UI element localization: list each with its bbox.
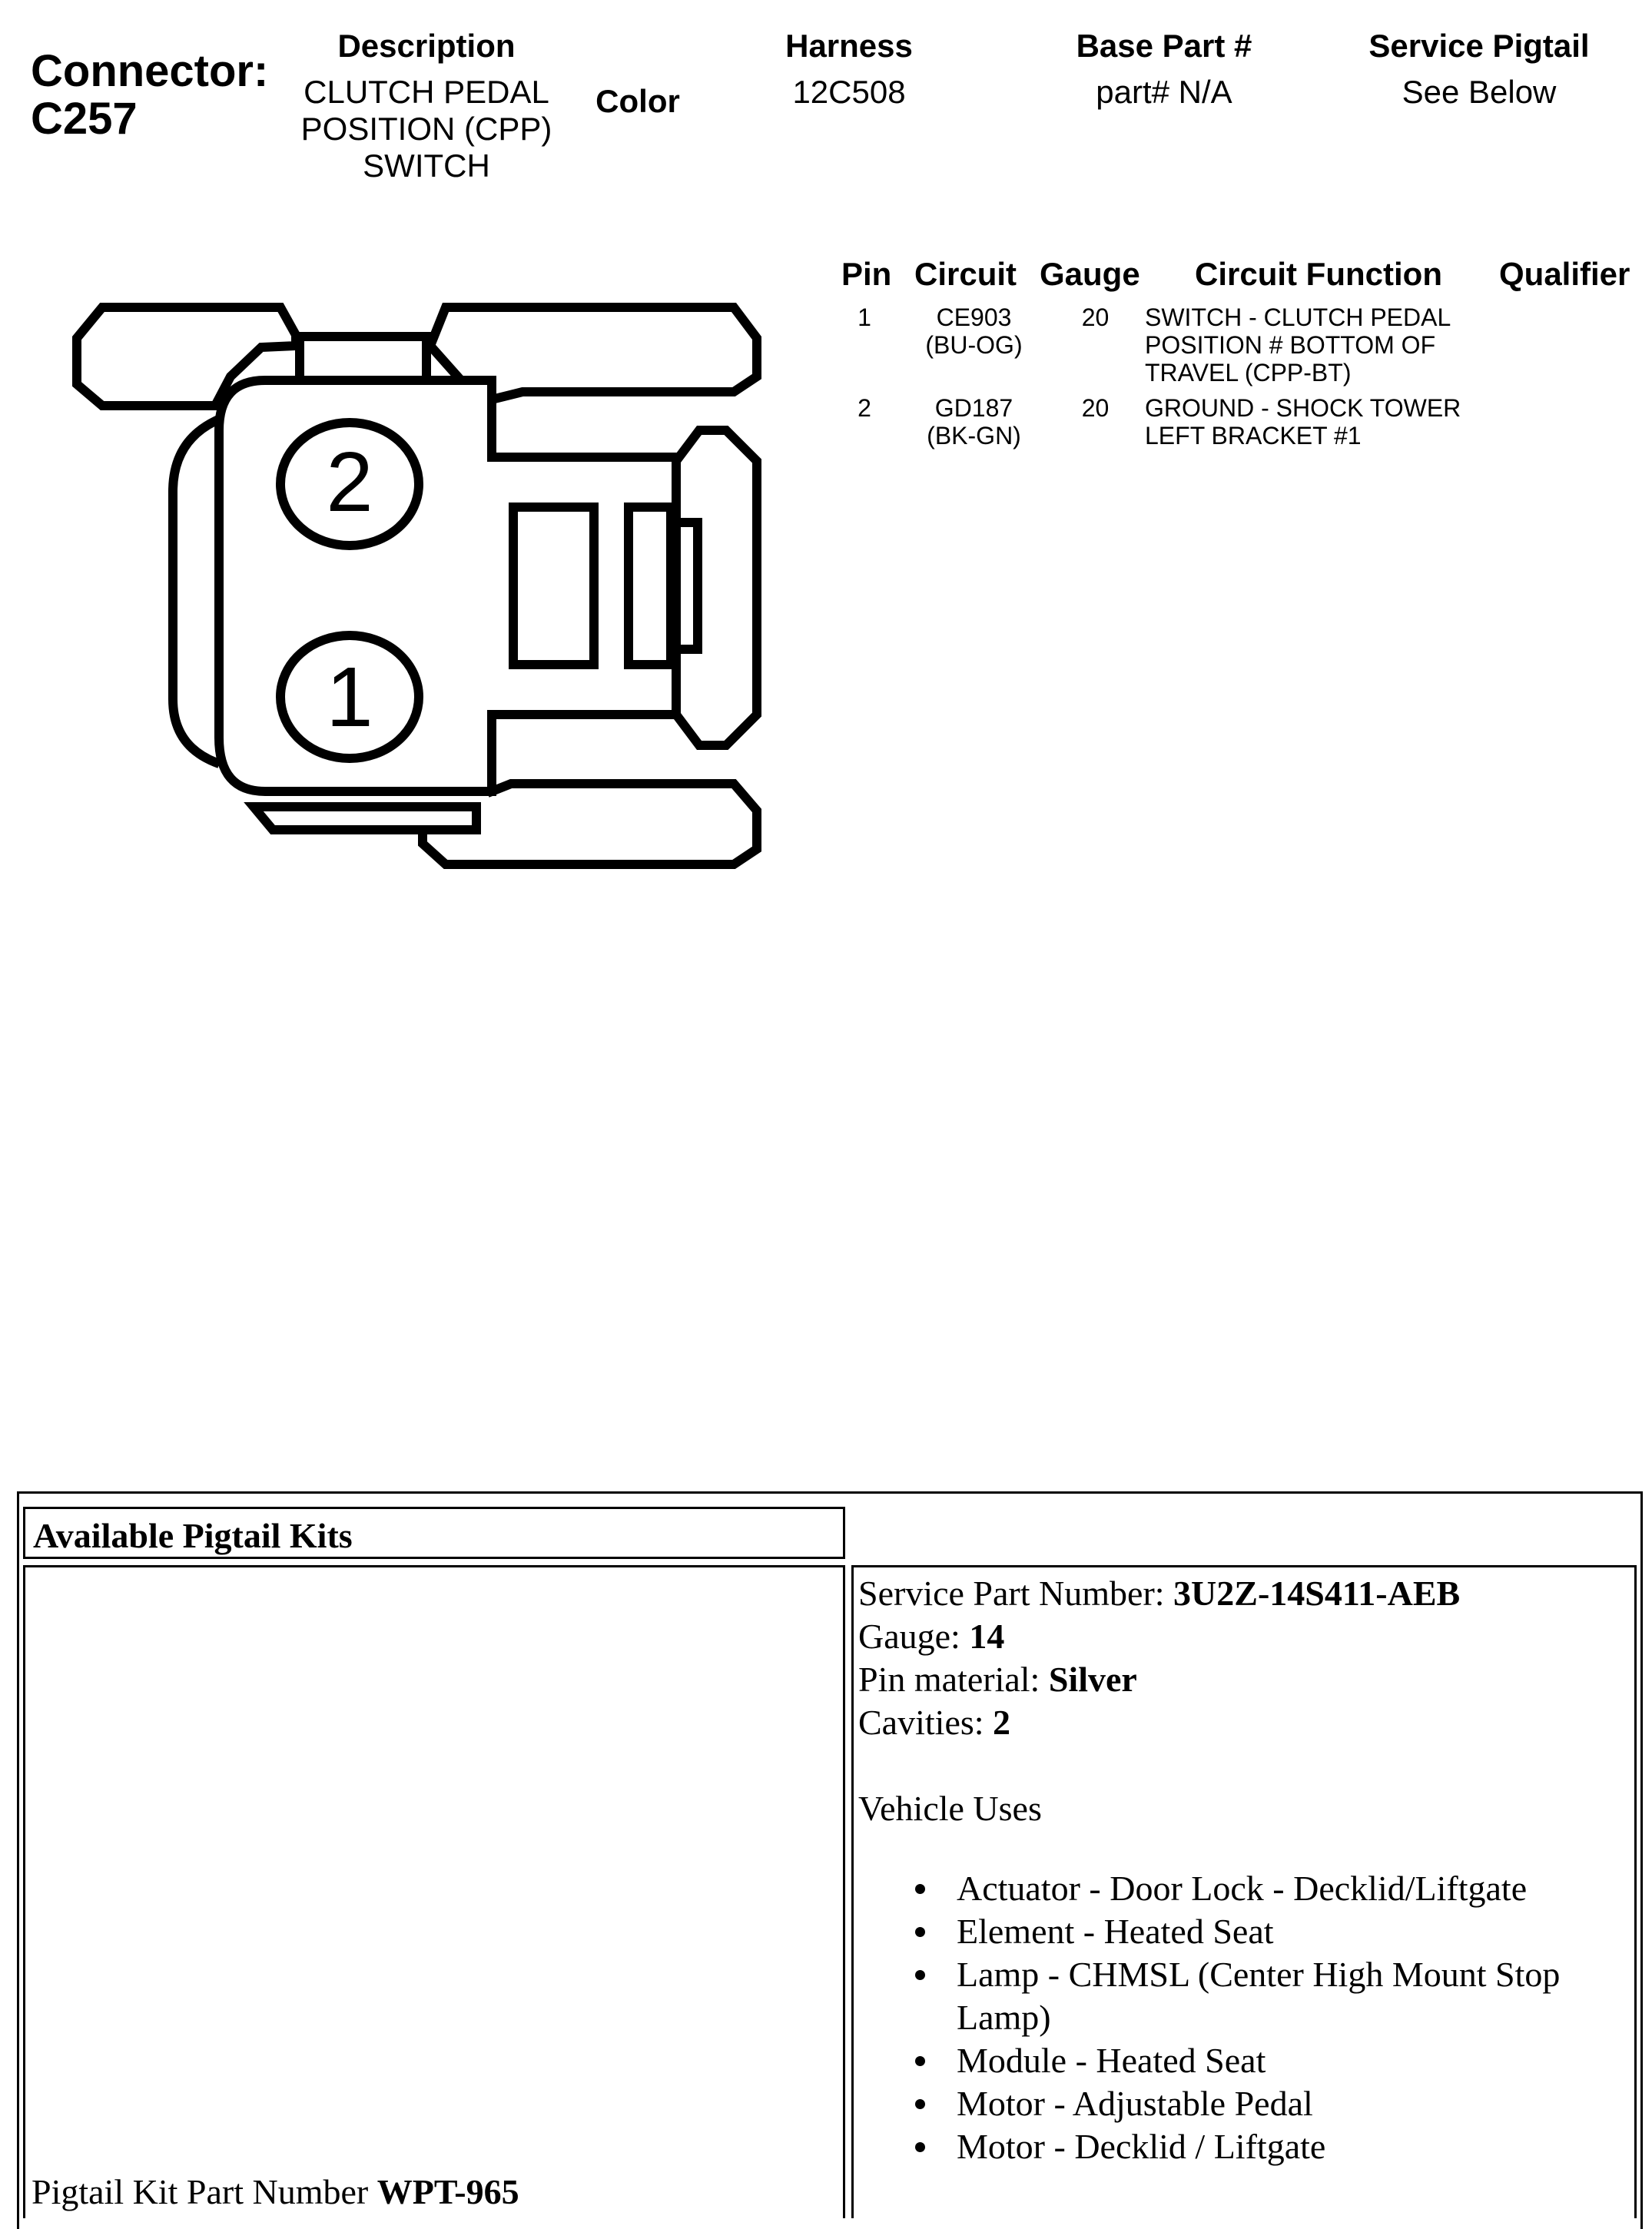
base-part-value: part# N/A: [1096, 74, 1232, 110]
cavities-label: Cavities:: [858, 1703, 984, 1742]
pin-header: Pin: [841, 256, 892, 292]
row-1-pin: 1: [858, 304, 871, 331]
row-2-gauge: 20: [1081, 394, 1110, 422]
vehicle-use-text: Module - Heated Seat: [957, 2041, 1266, 2080]
pigtail-kit-number-label: Pigtail Kit Part Number: [32, 2172, 369, 2211]
bullet-icon: [915, 2056, 925, 2066]
shroud-left: [173, 421, 215, 762]
list-item: [854, 2082, 1607, 2125]
cavities-value: 2: [993, 1703, 1011, 1742]
service-pigtail-value: See Below: [1402, 74, 1557, 110]
pin-label-1: 1: [326, 650, 373, 745]
row-1-gauge: 20: [1081, 304, 1110, 331]
pin-label-2: 2: [326, 435, 373, 529]
row-2-function: [1145, 394, 1461, 449]
row-1-function-line: POSITION # BOTTOM OF: [1145, 331, 1436, 359]
vehicle-use-text: Motor - Decklid / Liftgate: [957, 2127, 1326, 2166]
latch-bridge-top: [296, 337, 426, 380]
connector-id: C257: [31, 94, 138, 144]
list-item: [854, 1867, 1607, 1910]
vehicle-use-text: Element - Heated Seat: [957, 1912, 1274, 1951]
gauge-spec-value: 14: [969, 1617, 1005, 1656]
row-1-circuit-color: (BU-OG): [925, 331, 1023, 359]
gauge-header: Gauge: [1040, 256, 1140, 292]
key-slot-inner: [671, 522, 698, 649]
harness-value: 12C508: [792, 74, 906, 110]
row-2-function-line: LEFT BRACKET #1: [1145, 422, 1362, 449]
vehicle-use-text: Actuator - Door Lock - Decklid/Liftgate: [957, 1869, 1528, 1908]
cavities-spec: [858, 1701, 1010, 1744]
description-line: SWITCH: [363, 148, 490, 184]
pigtail-kits-title: Available Pigtail Kits: [33, 1516, 353, 1555]
row-1-circuit: [907, 304, 1041, 359]
qualifier-header: Qualifier: [1499, 256, 1630, 292]
pin-material-spec: [858, 1658, 1137, 1701]
vehicle-use-text: Lamp - CHMSL (Center High Mount Stop Lamp): [957, 1955, 1561, 2037]
row-2-circuit-id: GD187: [934, 394, 1013, 422]
service-part-number-value: 3U2Z-14S411-AEB: [1173, 1574, 1461, 1613]
gauge-spec-label: Gauge:: [858, 1617, 960, 1656]
vehicle-use-text: Motor - Adjustable Pedal: [957, 2084, 1313, 2123]
color-label: Color: [595, 83, 680, 119]
bullet-icon: [915, 2099, 925, 2109]
row-2-pin: 2: [858, 394, 871, 422]
pigtail-kit-number: [32, 2172, 519, 2212]
list-item: [854, 1910, 1607, 1953]
key-slot-left: [513, 507, 594, 665]
description-label: Description: [337, 28, 516, 64]
row-1-function-line: TRAVEL (CPP-BT): [1145, 359, 1352, 386]
connector-title: [31, 48, 268, 143]
pin-material-label: Pin material:: [858, 1660, 1040, 1699]
key-slot-right: [629, 507, 671, 665]
harness-label: Harness: [785, 28, 913, 64]
description-line: POSITION (CPP): [300, 111, 552, 147]
latch-tab-top-right: [430, 307, 757, 400]
bullet-icon: [915, 1884, 925, 1894]
pigtail-kit-number-value: WPT-965: [377, 2172, 519, 2211]
vehicle-uses-list: [854, 1867, 1607, 2168]
connector-label: Connector:: [31, 46, 269, 96]
latch-rail-right: [676, 430, 757, 745]
bullet-icon: [915, 2142, 925, 2152]
latch-tab-bottom-left: [254, 807, 476, 830]
row-1-circuit-id: CE903: [936, 304, 1012, 331]
row-1-function: [1145, 304, 1451, 386]
row-2-circuit: [907, 394, 1041, 449]
connector-face-diagram: [0, 284, 807, 899]
description-line: CLUTCH PEDAL: [304, 74, 549, 110]
pin-material-value: Silver: [1048, 1660, 1137, 1699]
list-item: [854, 2039, 1607, 2082]
service-part-number-label: Service Part Number:: [858, 1574, 1165, 1613]
pigtail-kit-image-cell: [23, 1565, 845, 2218]
row-2-function-line: GROUND - SHOCK TOWER: [1145, 394, 1461, 422]
service-pigtail-label: Service Pigtail: [1368, 28, 1590, 64]
vehicle-uses-label: Vehicle Uses: [858, 1789, 1042, 1828]
circuit-header: Circuit: [914, 256, 1017, 292]
list-item: [854, 2125, 1607, 2168]
base-part-label: Base Part #: [1076, 28, 1252, 64]
service-part-number: [858, 1572, 1460, 1615]
circuit-function-header: Circuit Function: [1195, 256, 1442, 292]
list-item: [854, 1953, 1607, 2039]
pigtail-kits-title-cell: [23, 1507, 845, 1559]
pigtail-kit-details-cell: [851, 1565, 1637, 2218]
latch-tab-top-left: [77, 307, 296, 406]
bullet-icon: [915, 1927, 925, 1937]
row-2-circuit-color: (BK-GN): [927, 422, 1021, 449]
description-value: [273, 74, 580, 184]
bullet-icon: [915, 1970, 925, 1980]
gauge-spec: [858, 1615, 1004, 1658]
row-1-function-line: SWITCH - CLUTCH PEDAL: [1145, 304, 1451, 331]
